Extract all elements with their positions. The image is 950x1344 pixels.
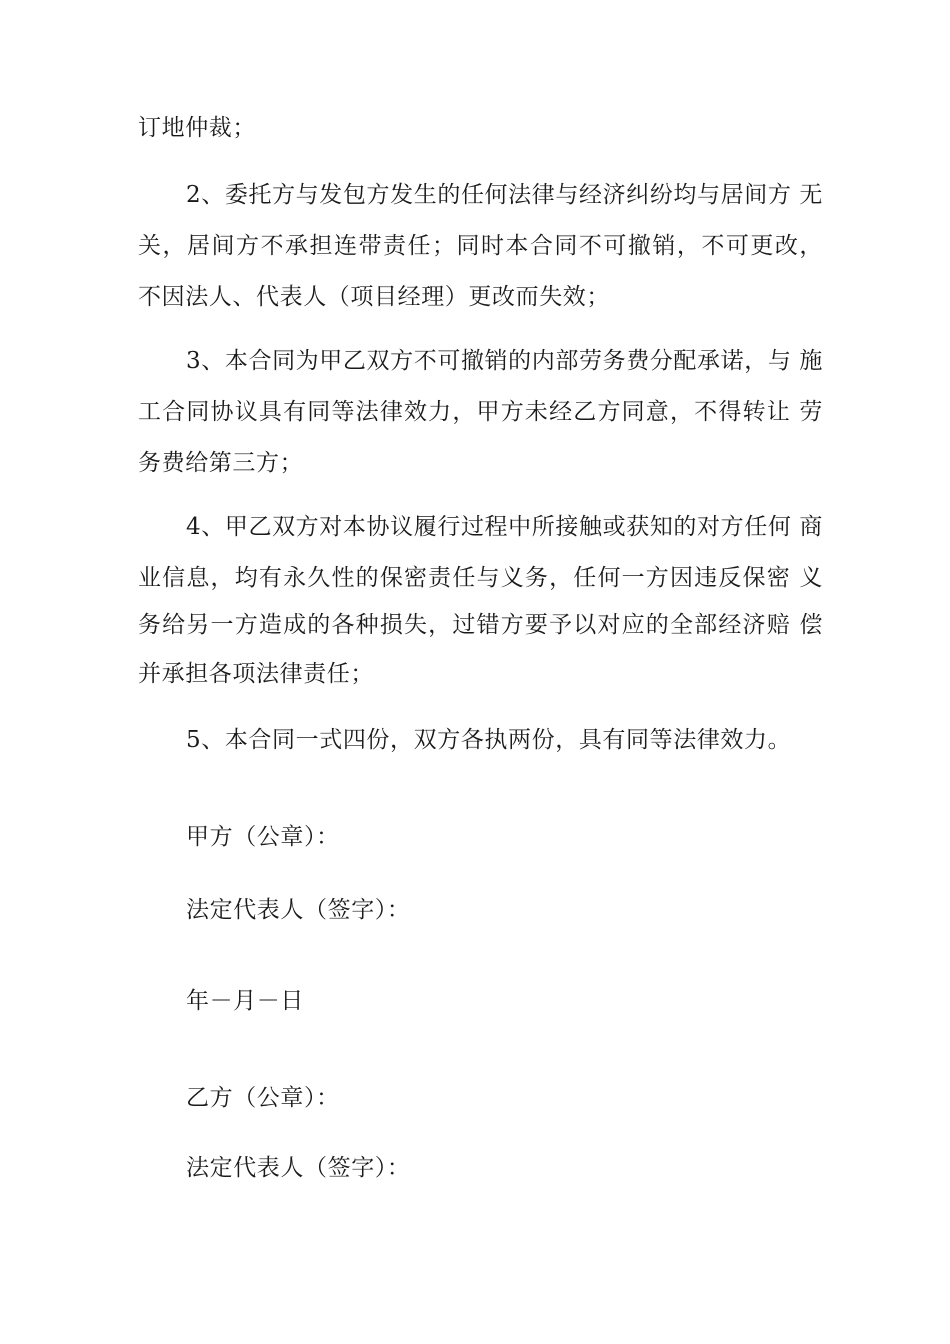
party-a-representative-label: 法定代表人（签字）：: [186, 897, 411, 923]
clause-3-line: 3、本合同为甲乙双方不可撤销的内部劳务费分配承诺，与 施: [186, 348, 823, 374]
clause-4-line: 并承担各项法律责任；: [138, 661, 374, 687]
clause-3-line: 工合同协议具有同等法律效力，甲方未经乙方同意，不得转让 劳: [138, 399, 823, 425]
clause-2-line: 2、委托方与发包方发生的任何法律与经济纠纷均与居间方 无: [186, 182, 823, 208]
clause-2-line: 不因法人、代表人（项目经理）更改而失效；: [138, 284, 610, 310]
clause-4-line: 4、甲乙双方对本协议履行过程中所接触或获知的对方任何 商: [186, 514, 823, 540]
party-b-representative-label: 法定代表人（签字）：: [186, 1155, 411, 1181]
party-b-seal-label: 乙方（公章）：: [186, 1085, 340, 1111]
clause-4-line: 业信息，均有永久性的保密责任与义务，任何一方因违反保密 义: [138, 565, 823, 591]
paragraph-line: 订地仲裁；: [138, 115, 256, 141]
clause-3-line: 务费给第三方；: [138, 450, 304, 476]
clause-4-line: 务给另一方造成的各种损失，过错方要予以对应的全部经济赔 偿: [138, 612, 823, 638]
clause-2-line: 关，居间方不承担连带责任；同时本合同不可撤销，不可更改，: [138, 233, 823, 259]
clause-5-line: 5、本合同一式四份，双方各执两份，具有同等法律效力。: [186, 727, 792, 753]
party-a-seal-label: 甲方（公章）：: [186, 824, 340, 850]
date-label: 年－月－日: [186, 988, 304, 1014]
